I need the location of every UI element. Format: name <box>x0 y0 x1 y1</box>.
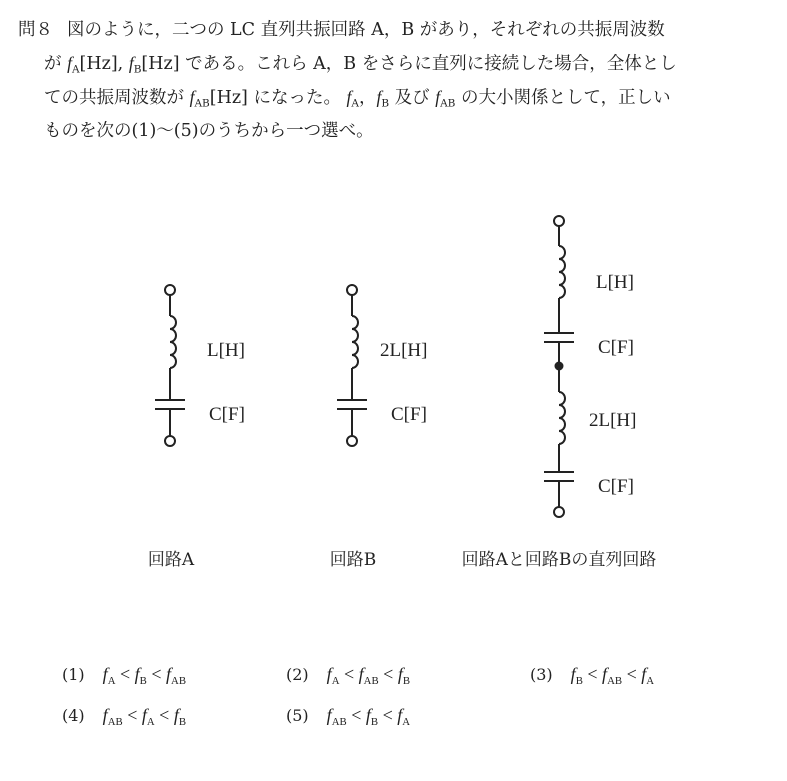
question-line-4: ものを次の(1)〜(5)のうちから一つ選べ。 <box>44 121 374 141</box>
circuit-a-inductor-label: L[H] <box>207 340 245 361</box>
circuit-ab-inductor1-label: L[H] <box>596 272 634 293</box>
choice-4[interactable]: (4) $f_{AB} < f_A < f_B$ <box>62 705 187 728</box>
circuit-b-capacitor-label: C[F] <box>391 404 427 425</box>
choice-2[interactable]: (2) $f_A < f_{AB} < f_B$ <box>286 664 411 687</box>
question-line-2: が $f_A[Hz]$, $f_B[Hz]$ である。これら A，B をさらに直列に接続した場合，全体とし <box>44 53 677 76</box>
circuit-a-capacitor-label: C[F] <box>209 404 245 425</box>
choice-5[interactable]: (5) $f_{AB} < f_B < f_A$ <box>286 705 411 728</box>
circuit-b-caption: 回路B <box>329 550 377 570</box>
circuit-ab-inductor2-label: 2L[H] <box>589 410 637 431</box>
question-line-3: ての共振周波数が $f_{AB}[Hz]$ になった。 $f_A$，$f_B$ 及び $f_{AB}$ の大小関係として，正しい <box>44 87 671 110</box>
circuit-ab-caption: 回路Aと回路Bの直列回路 <box>461 550 657 570</box>
circuit-ab-capacitor1-label: C[F] <box>598 337 634 358</box>
choice-1[interactable]: (1) $f_A < f_B < f_{AB}$ <box>62 664 187 687</box>
choice-3[interactable]: (3) $f_B < f_{AB} < f_A$ <box>530 664 655 687</box>
circuit-a-caption: 回路A <box>147 550 195 570</box>
circuit-b-inductor-label: 2L[H] <box>380 340 428 361</box>
circuit-ab-capacitor2-label: C[F] <box>598 476 634 497</box>
question-number: 問８ <box>18 20 53 40</box>
question-line-1: 問８ 図のように，二つの LC 直列共振回路 A，B があり，それぞれの共振周波数 <box>18 20 665 40</box>
